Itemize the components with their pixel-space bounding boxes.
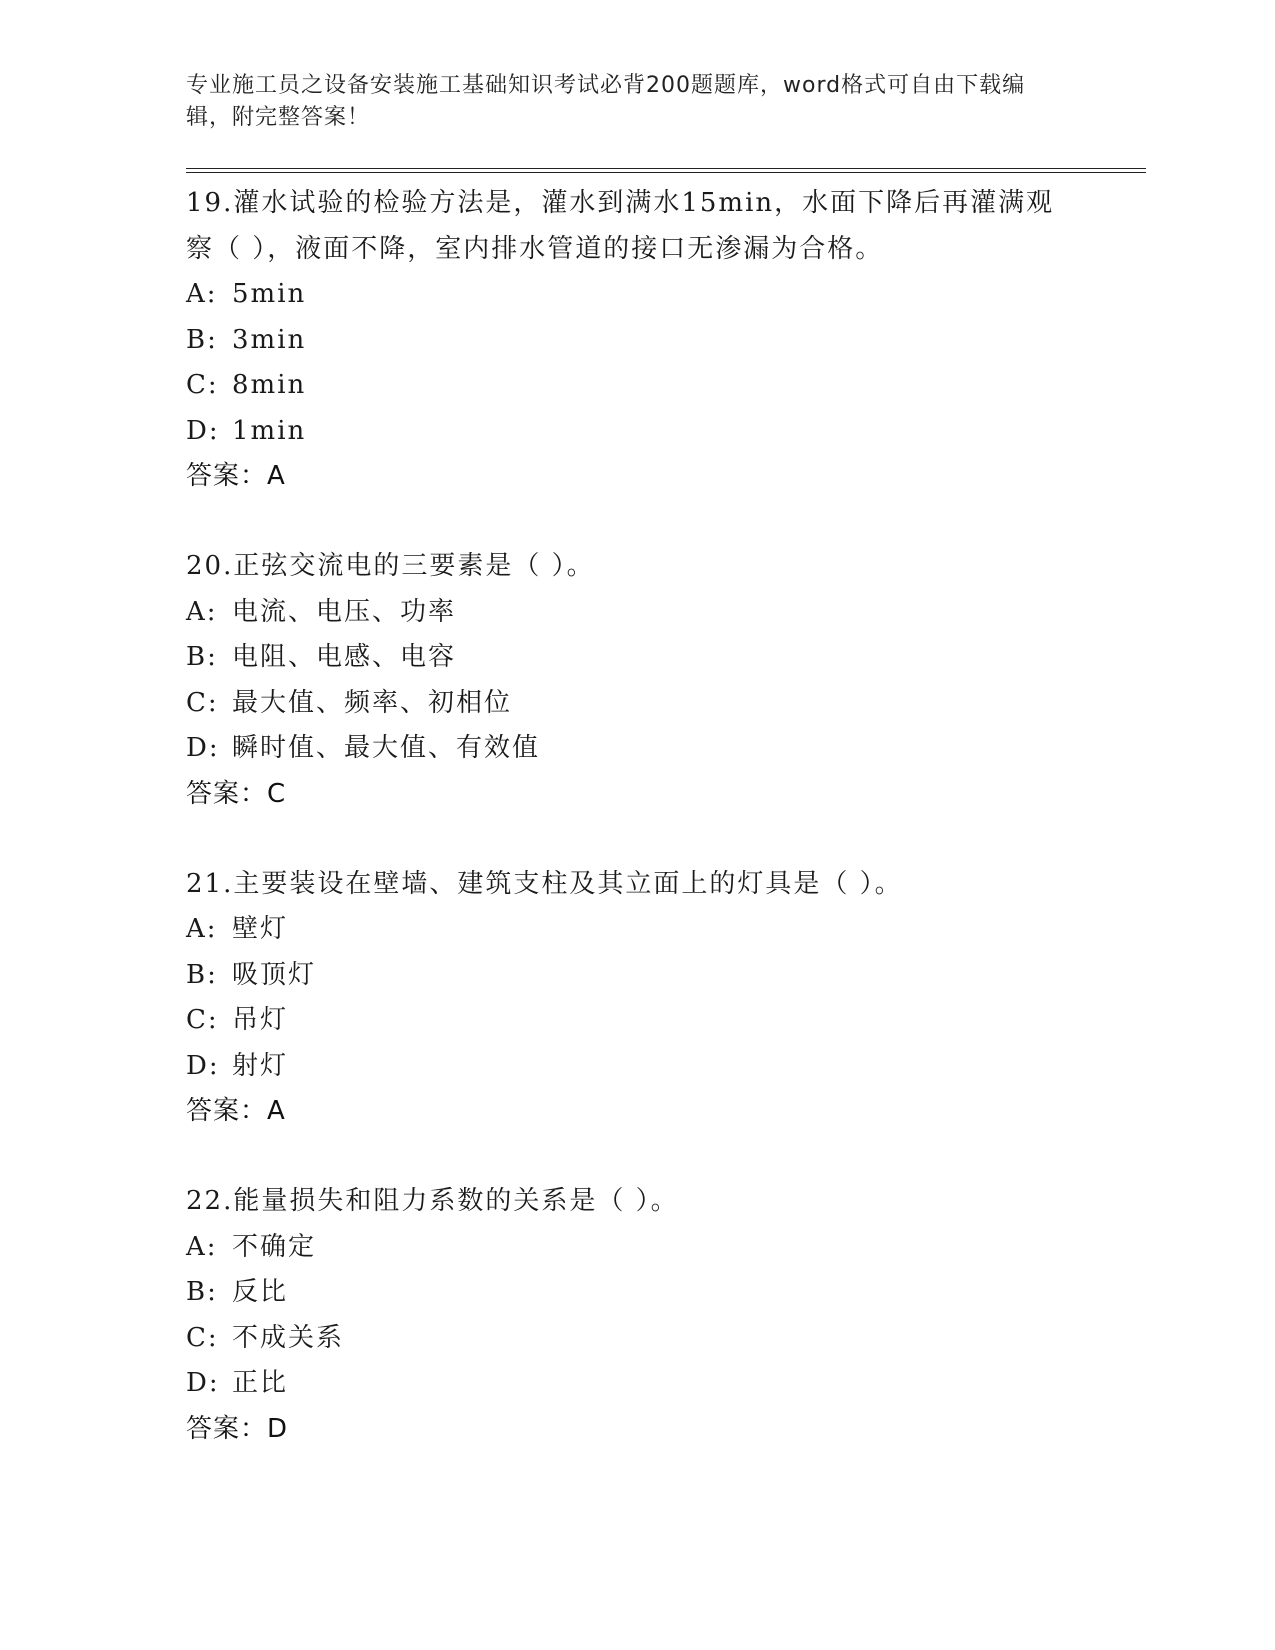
option-label: B:	[186, 1277, 218, 1307]
option-a	[186, 590, 1146, 636]
question-19	[186, 181, 1146, 498]
option-label: D:	[186, 1050, 220, 1081]
answer-line: 答案：A	[186, 461, 286, 491]
option-a	[186, 1225, 1146, 1271]
question-stem: 21.主要装设在壁墙、建筑支柱及其立面上的灯具是（ ）。	[186, 868, 903, 899]
option-d	[186, 726, 1146, 772]
document-page	[186, 70, 1146, 1497]
option-a	[186, 272, 1146, 318]
option-text: 不成关系	[232, 1322, 345, 1353]
option-text: 8min	[232, 370, 307, 400]
option-c	[186, 1316, 1146, 1362]
option-label: A:	[186, 596, 218, 627]
option-text: 最大值、频率、初相位	[232, 687, 513, 718]
option-label: B:	[186, 324, 218, 355]
option-label: D:	[186, 415, 220, 446]
option-text: 反比	[232, 1277, 289, 1307]
option-text: 1min	[232, 415, 307, 446]
question-20	[186, 544, 1146, 816]
option-label: C:	[186, 1005, 219, 1035]
option-text: 射灯	[232, 1050, 289, 1081]
header-divider	[186, 168, 1146, 173]
option-b	[186, 635, 1146, 681]
option-a	[186, 907, 1146, 953]
option-d	[186, 409, 1146, 455]
option-text: 不确定	[232, 1231, 317, 1262]
option-label: C:	[186, 1322, 219, 1353]
question-list	[186, 181, 1146, 1451]
option-b	[186, 318, 1146, 364]
option-label: A:	[186, 279, 218, 309]
answer-line: 答案：A	[186, 1096, 286, 1126]
option-text: 壁灯	[232, 914, 289, 944]
option-c	[186, 998, 1146, 1044]
question-21	[186, 862, 1146, 1134]
option-text: 吊灯	[232, 1005, 289, 1035]
option-label: B:	[186, 642, 218, 672]
option-b	[186, 953, 1146, 999]
option-label: C:	[186, 370, 219, 400]
option-label: A:	[186, 1231, 218, 1262]
option-label: D:	[186, 1368, 220, 1398]
document-header-title: 专业施工员之设备安装施工基础知识考试必背200题题库，word格式可自由下载编辑，附完整答案！	[186, 73, 1026, 130]
option-b	[186, 1270, 1146, 1316]
option-text: 正比	[232, 1368, 289, 1398]
option-label: A:	[186, 914, 218, 944]
option-text: 电流、电压、功率	[232, 596, 457, 627]
option-text: 3min	[232, 324, 307, 355]
option-text: 吸顶灯	[232, 959, 317, 990]
question-stem: 22.能量损失和阻力系数的关系是（ ）。	[186, 1186, 679, 1216]
option-label: B:	[186, 959, 218, 990]
option-text: 电阻、电感、电容	[232, 642, 457, 672]
option-label: C:	[186, 687, 219, 718]
option-text: 瞬时值、最大值、有效值	[232, 733, 541, 763]
option-text: 5min	[232, 279, 307, 309]
question-22	[186, 1179, 1146, 1451]
question-stem: 19.灌水试验的检验方法是，灌水到满水15min，水面下降后再灌满观察（ ），液面不降，室内排水管道的接口无渗漏为合格。	[186, 188, 1055, 264]
option-c	[186, 363, 1146, 409]
option-d	[186, 1361, 1146, 1407]
answer-line: 答案：D	[186, 1413, 289, 1444]
option-c	[186, 681, 1146, 727]
answer-line: 答案：C	[186, 778, 287, 809]
option-label: D:	[186, 733, 220, 763]
option-d	[186, 1044, 1146, 1090]
question-stem: 20.正弦交流电的三要素是（ ）。	[186, 551, 595, 581]
